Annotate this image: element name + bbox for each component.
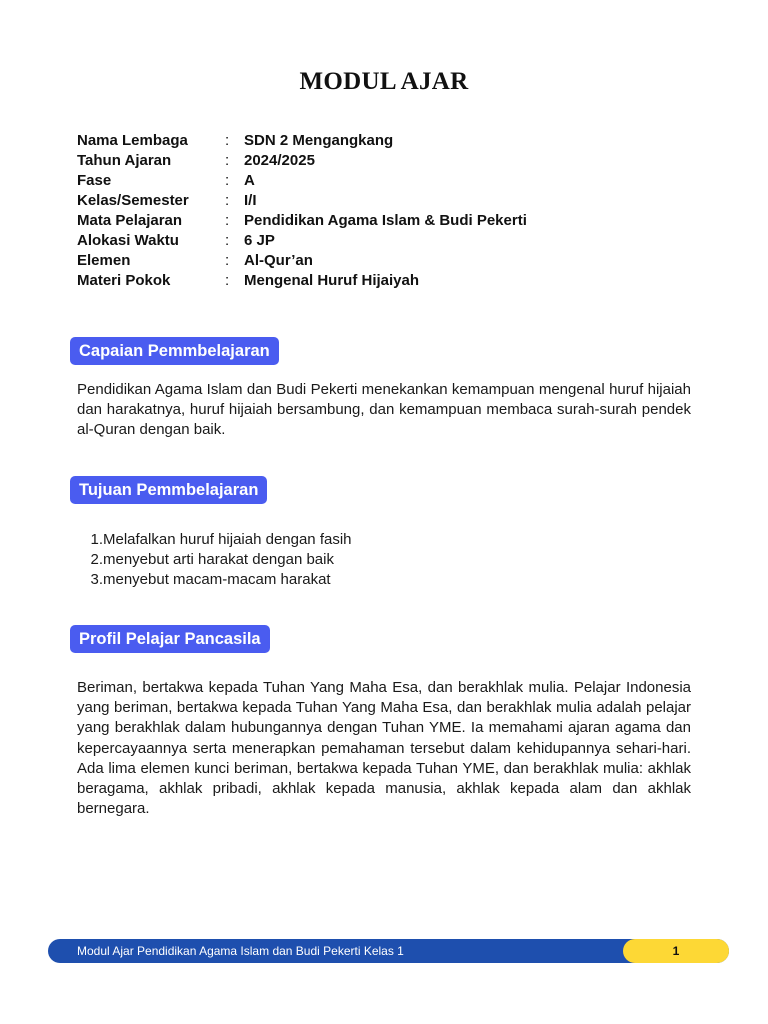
info-value: SDN 2 Mengangkang <box>244 131 394 149</box>
document-title: MODUL AJAR <box>299 68 469 95</box>
info-separator: : <box>225 131 230 149</box>
info-label: Fase <box>77 171 112 189</box>
tujuan-list <box>88 529 352 589</box>
info-row-kelas-semester <box>77 190 527 210</box>
info-separator: : <box>225 191 230 209</box>
list-item-number: 3. <box>90 570 103 588</box>
info-row-elemen <box>77 250 527 270</box>
info-row-nama-lembaga <box>77 130 527 150</box>
page-number: 1 <box>623 939 729 963</box>
info-row-tahun-ajaran <box>77 150 527 170</box>
section-heading-profil: Profil Pelajar Pancasila <box>70 625 270 653</box>
list-item <box>88 569 352 589</box>
info-row-alokasi-waktu <box>77 230 527 250</box>
info-separator: : <box>225 271 230 289</box>
info-row-mata-pelajaran <box>77 210 527 230</box>
info-label: Alokasi Waktu <box>77 231 179 249</box>
info-value: 6 JP <box>244 231 275 249</box>
footer-bar <box>48 939 729 963</box>
info-separator: : <box>225 231 230 249</box>
info-label: Materi Pokok <box>77 271 171 289</box>
capaian-paragraph: Pendidikan Agama Islam dan Budi Pekerti menekankan kemampuan mengenal huruf hijaiah dan harakatnya, huruf hijaiah bersambung, dan kemampuan membaca surah-surah pendek al-Quran dengan baik. <box>77 381 691 439</box>
info-value: A <box>244 171 255 189</box>
info-separator: : <box>225 171 230 189</box>
list-item-text: menyebut arti harakat dengan baik <box>103 550 334 568</box>
section-heading-capaian: Capaian Pemmbelajaran <box>70 337 279 365</box>
info-row-materi-pokok <box>77 270 527 290</box>
list-item <box>88 549 352 569</box>
list-item-number: 2. <box>90 550 103 568</box>
info-value: Pendidikan Agama Islam & Budi Pekerti <box>244 211 527 229</box>
info-label: Elemen <box>77 251 131 269</box>
profil-paragraph: Beriman, bertakwa kepada Tuhan Yang Maha Esa, dan berakhlak mulia. Pelajar Indonesia yang beriman, bertakwa kepada Tuhan Yang Maha Esa, dan berakhlak mulia adalah pelajar yang berakhlak dalam hubungannya dengan Tuhan YME. Ia memahami ajaran agama dan kepercayaannya serta menerapkan pemahaman tersebut dalam kehidupannya sehari-hari. Ada lima elemen kunci beriman, bertakwa kepada Tuhan YME, dan berakhlak mulia: akhlak beragama, akhlak pribadi, akhlak kepada manusia, akhlak kepada alam dan akhlak bernegara. <box>77 679 691 818</box>
list-item-number: 1. <box>90 530 103 548</box>
info-value: 2024/2025 <box>244 151 315 169</box>
list-item-text: menyebut macam-macam harakat <box>103 570 331 588</box>
info-label: Kelas/Semester <box>77 191 189 209</box>
info-label: Nama Lembaga <box>77 131 188 149</box>
info-label: Tahun Ajaran <box>77 151 172 169</box>
info-separator: : <box>225 211 230 229</box>
list-item <box>88 529 352 549</box>
section-heading-tujuan: Tujuan Pemmbelajaran <box>70 476 267 504</box>
info-separator: : <box>225 251 230 269</box>
footer-text: Modul Ajar Pendidikan Agama Islam dan Budi Pekerti Kelas 1 <box>77 944 404 958</box>
info-row-fase <box>77 170 527 190</box>
info-label: Mata Pelajaran <box>77 211 183 229</box>
info-value: Mengenal Huruf Hijaiyah <box>244 271 420 289</box>
info-value: I/I <box>244 191 257 209</box>
info-separator: : <box>225 151 230 169</box>
info-value: Al-Qur’an <box>244 251 313 269</box>
info-table <box>77 130 527 290</box>
list-item-text: Melafalkan huruf hijaiah dengan fasih <box>103 530 352 548</box>
